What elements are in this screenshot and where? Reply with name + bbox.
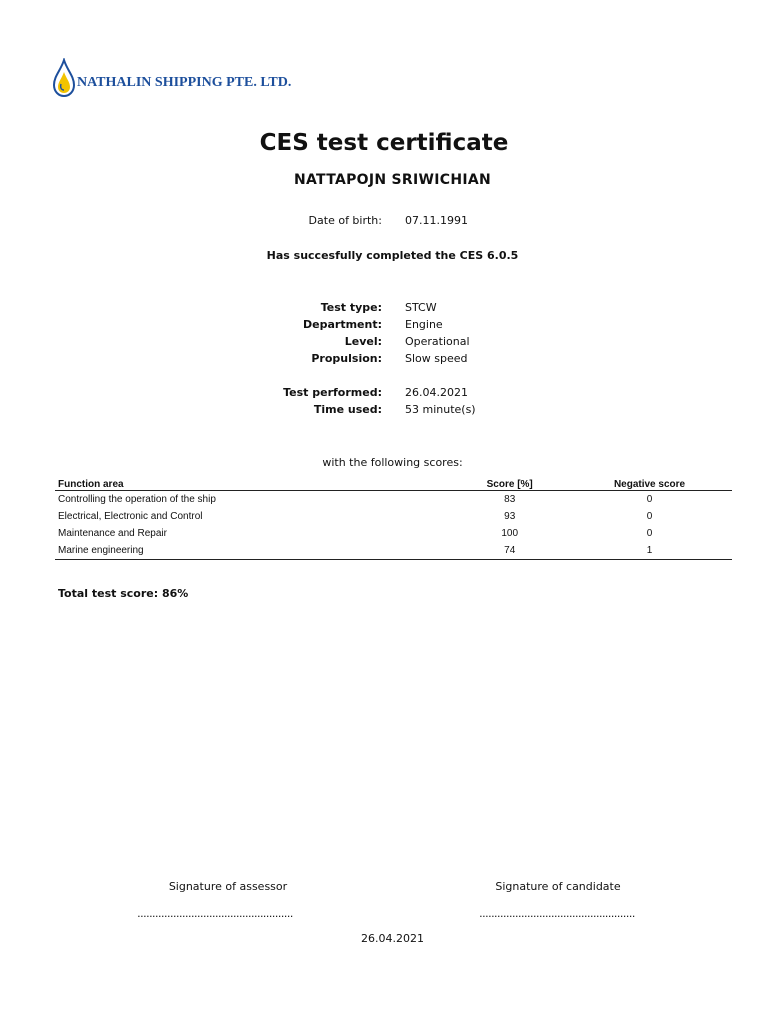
function-area-cell: Marine engineering (55, 542, 452, 560)
completion-line: Has succesfully completed the CES 6.0.5 (266, 249, 519, 262)
oil-drop-logo-icon (52, 58, 76, 98)
test-type-value: STCW (405, 301, 437, 314)
candidate-name: NATTAPOJN SRIWICHIAN (293, 172, 492, 188)
company-name: NATHALIN SHIPPING PTE. LTD. (77, 75, 292, 90)
assessor-signature-label: Signature of assessor (168, 880, 288, 893)
level-value: Operational (405, 335, 470, 348)
total-test-score: Total test score: 86% (58, 587, 189, 600)
table-row (55, 508, 732, 525)
function-area-cell: Electrical, Electronic and Control (58, 511, 203, 522)
department-label: Department: (303, 318, 382, 331)
test-performed-label: Test performed: (283, 386, 382, 399)
header-negative-score: Negative score (564, 475, 732, 491)
test-type-label: Test type: (320, 301, 382, 314)
negative-score-cell: 1 (564, 542, 732, 560)
test-performed-value: 26.04.2021 (405, 386, 468, 399)
propulsion-value: Slow speed (405, 352, 468, 365)
negative-score-cell: 0 (646, 511, 653, 522)
header-score: Score [%] (452, 475, 564, 491)
candidate-signature-line: .................................................... (479, 907, 635, 920)
table-row (55, 525, 732, 542)
scores-intro: with the following scores: (322, 456, 463, 469)
header-function-area: Function area (55, 475, 452, 491)
score-cell: 93 (504, 511, 516, 522)
page-title: CES test certificate (259, 130, 509, 156)
function-area-cell: Controlling the operation of the ship (58, 494, 216, 505)
dob-value: 07.11.1991 (405, 214, 468, 227)
score-cell: 83 (504, 494, 516, 505)
assessor-signature-line: .................................................... (137, 907, 293, 920)
scores-table (55, 475, 732, 560)
time-used-label: Time used: (313, 403, 382, 416)
company-logo (52, 58, 291, 98)
department-value: Engine (405, 318, 443, 331)
signature-date: 26.04.2021 (361, 932, 424, 945)
score-cell: 74 (452, 542, 564, 560)
level-label: Level: (344, 335, 382, 348)
score-cell: 100 (501, 528, 519, 539)
negative-score-cell: 0 (646, 494, 653, 505)
table-header-row (55, 475, 732, 491)
candidate-signature-label: Signature of candidate (495, 880, 621, 893)
time-used-value: 53 minute(s) (405, 403, 476, 416)
table-row (55, 542, 732, 560)
propulsion-label: Propulsion: (311, 352, 382, 365)
dob-label: Date of birth: (308, 214, 382, 227)
function-area-cell: Maintenance and Repair (58, 528, 167, 539)
table-row (55, 491, 732, 509)
negative-score-cell: 0 (646, 528, 653, 539)
